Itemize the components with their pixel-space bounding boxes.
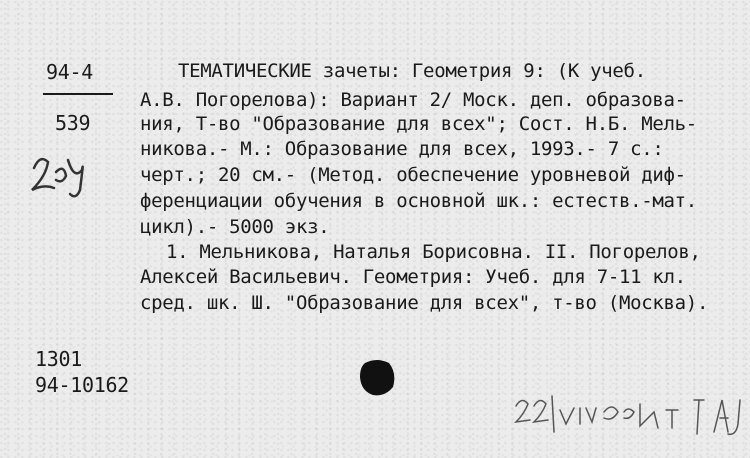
card-line-8: 1. Мельникова, Наталья Борисовна. II. Погорелов, xyxy=(166,241,701,263)
code-94-10162: 94-10162 xyxy=(35,373,129,397)
card-line-1: ТЕМАТИЧЕСКИЕ зачеты: Геометрия 9: (К учеб. xyxy=(178,60,646,82)
card-line-6: ференциации обучения в основной шк.: естеств.-мат. xyxy=(140,190,697,212)
card-line-9: Алексей Васильевич. Геометрия: Учеб. для 7-11 кл. xyxy=(140,266,686,288)
card-line-4: никова.- М.: Образование для всех, 1993.- 7 с.: xyxy=(140,138,664,160)
ink-blot-mark xyxy=(355,355,400,400)
card-line-5: черт.; 20 см.- (Метод. обеспечение уровневой диф- xyxy=(140,164,686,186)
handwritten-date-signature xyxy=(508,388,748,448)
divider-line xyxy=(43,93,113,95)
card-line-7: цикл).- 5000 экз. xyxy=(140,216,330,238)
call-number-bottom: 539 xyxy=(55,111,91,135)
handwritten-mark xyxy=(26,150,101,200)
card-line-3: ния, Т-во "Образование для всех"; Сост. Н.Б. Мель- xyxy=(140,113,697,135)
card-line-2: А.В. Погорелова): Вариант 2/ Моск. деп. образова- xyxy=(140,89,686,111)
card-line-10: сред. шк. Ш. "Образование для всех", т-во (Москва). xyxy=(140,292,709,314)
call-number-top: 94-4 xyxy=(46,60,93,84)
code-1301: 1301 xyxy=(35,347,82,371)
